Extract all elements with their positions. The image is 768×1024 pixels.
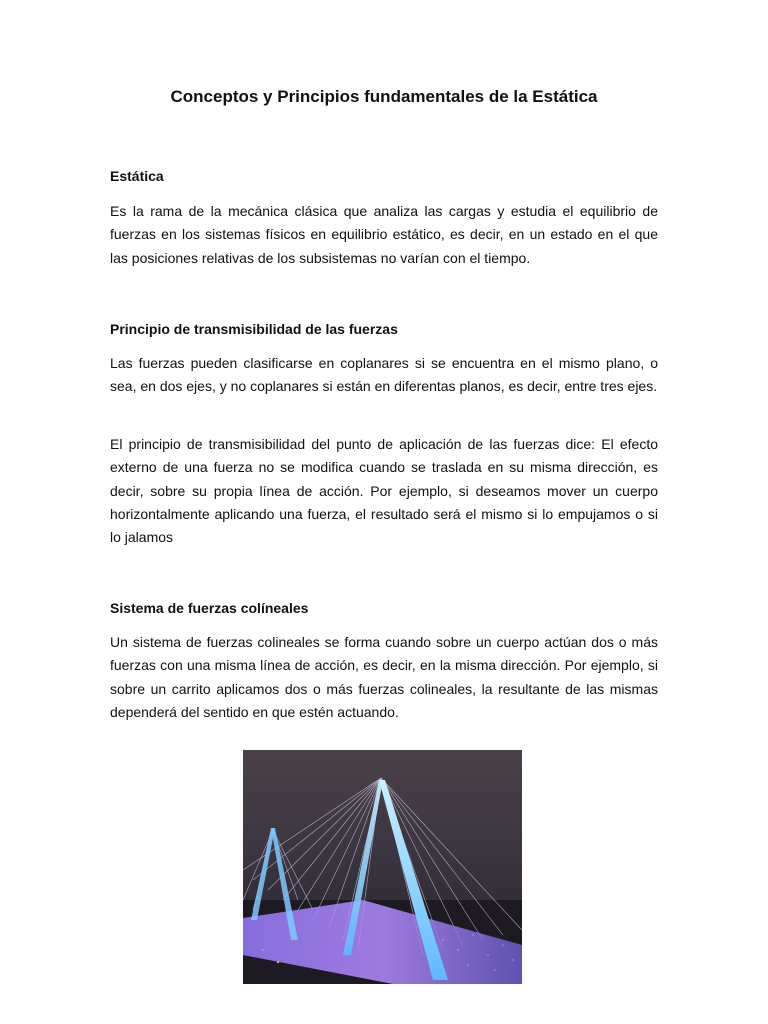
document-title: Conceptos y Principios fundamentales de la Estática <box>170 87 598 106</box>
bridge-photo <box>243 750 522 984</box>
paragraph-colineales: Un sistema de fuerzas colineales se forma cuando sobre un cuerpo actúan dos o más fuerzas con una misma línea de acción, es decir, en la misma dirección. Por ejemplo, si sobre un carrito aplicamos dos o más fuerzas colineales, la resultante de las mismas dependerá del sentido en que estén actuando. <box>110 634 658 720</box>
heading-transmisibilidad: Principio de transmisibilidad de las fuerzas <box>110 321 398 337</box>
paragraph-coplanares: Las fuerzas pueden clasificarse en coplanares si se encuentra en el mismo plano, o sea, en dos ejes, y no coplanares si están en diferentas planos, es decir, entre tres ejes. <box>110 355 658 395</box>
heading-colineales: Sistema de fuerzas colíneales <box>110 600 309 616</box>
paragraph-transmisibilidad: El principio de transmisibilidad del punto de aplicación de las fuerzas dice: El efecto externo de una fuerza no se modifica cuando se traslada en su misma dirección, es decir, sobre su propia línea de acción. Por ejemplo, si deseamos mover un cuerpo horizontalmente aplicando una fuerza, el resultado será el mismo si lo empujamos o si lo jalamos <box>110 436 658 546</box>
paragraph-estatica: Es la rama de la mecánica clásica que analiza las cargas y estudia el equilibrio de fuerzas en los sistemas físicos en equilibrio estático, es decir, en un estado en el que las posiciones relativas de los subsistemas no varían con el tiempo. <box>110 203 658 266</box>
heading-estatica: Estática <box>110 168 164 184</box>
bridge-illustration <box>243 750 522 984</box>
